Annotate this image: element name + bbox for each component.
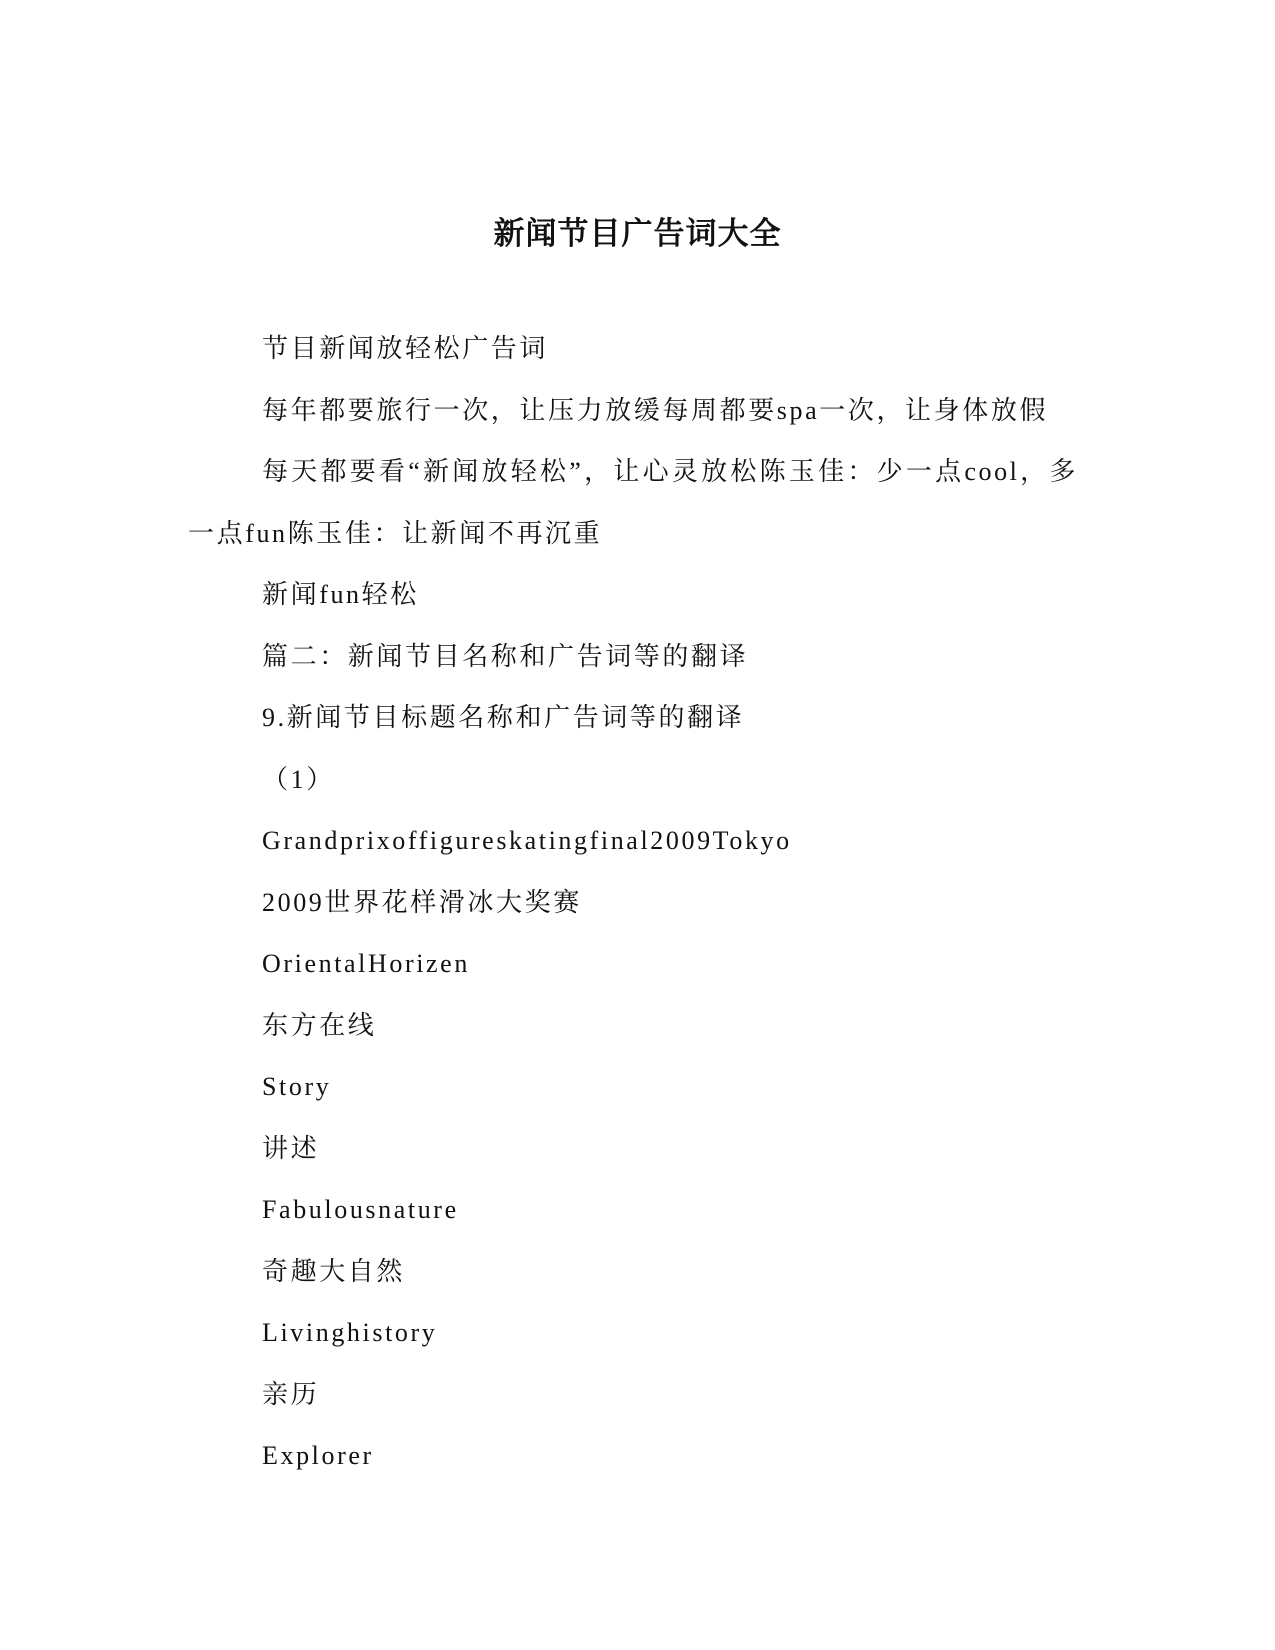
paragraph-daily-news: 每天都要看“新闻放轻松”，让心灵放松陈玉佳：少一点cool，多一点fun陈玉佳：让新闻不再沉重 xyxy=(188,457,1078,548)
section-heading-part-two: 篇二：新闻节目名称和广告词等的翻译 xyxy=(262,641,749,671)
paragraph-news-fun: 新闻fun轻松 xyxy=(262,580,419,609)
list-marker: （1） xyxy=(262,764,335,794)
list-item: Fabulousnature xyxy=(262,1195,459,1224)
list-item: 东方在线 xyxy=(262,1010,377,1040)
list-item: Explorer xyxy=(262,1441,374,1470)
list-item: 2009世界花样滑冰大奖赛 xyxy=(262,887,582,917)
document-body xyxy=(188,318,1078,1487)
list-item: Grandprixoffigureskatingfinal2009Tokyo xyxy=(262,826,792,855)
document-title: 新闻节目广告词大全 xyxy=(493,216,782,252)
list-item: Story xyxy=(262,1072,332,1101)
section-heading-translation: 9.新闻节目标题名称和广告词等的翻译 xyxy=(262,703,745,732)
paragraph-travel-spa: 每年都要旅行一次，让压力放缓每周都要spa一次，让身体放假 xyxy=(262,395,1049,425)
list-item: 讲述 xyxy=(262,1133,320,1163)
list-item: 亲历 xyxy=(262,1379,320,1409)
list-item: Livinghistory xyxy=(262,1318,438,1347)
list-item: OrientalHorizen xyxy=(262,949,470,978)
paragraph-intro-heading: 节目新闻放轻松广告词 xyxy=(262,334,549,363)
list-item: 奇趣大自然 xyxy=(262,1256,406,1286)
